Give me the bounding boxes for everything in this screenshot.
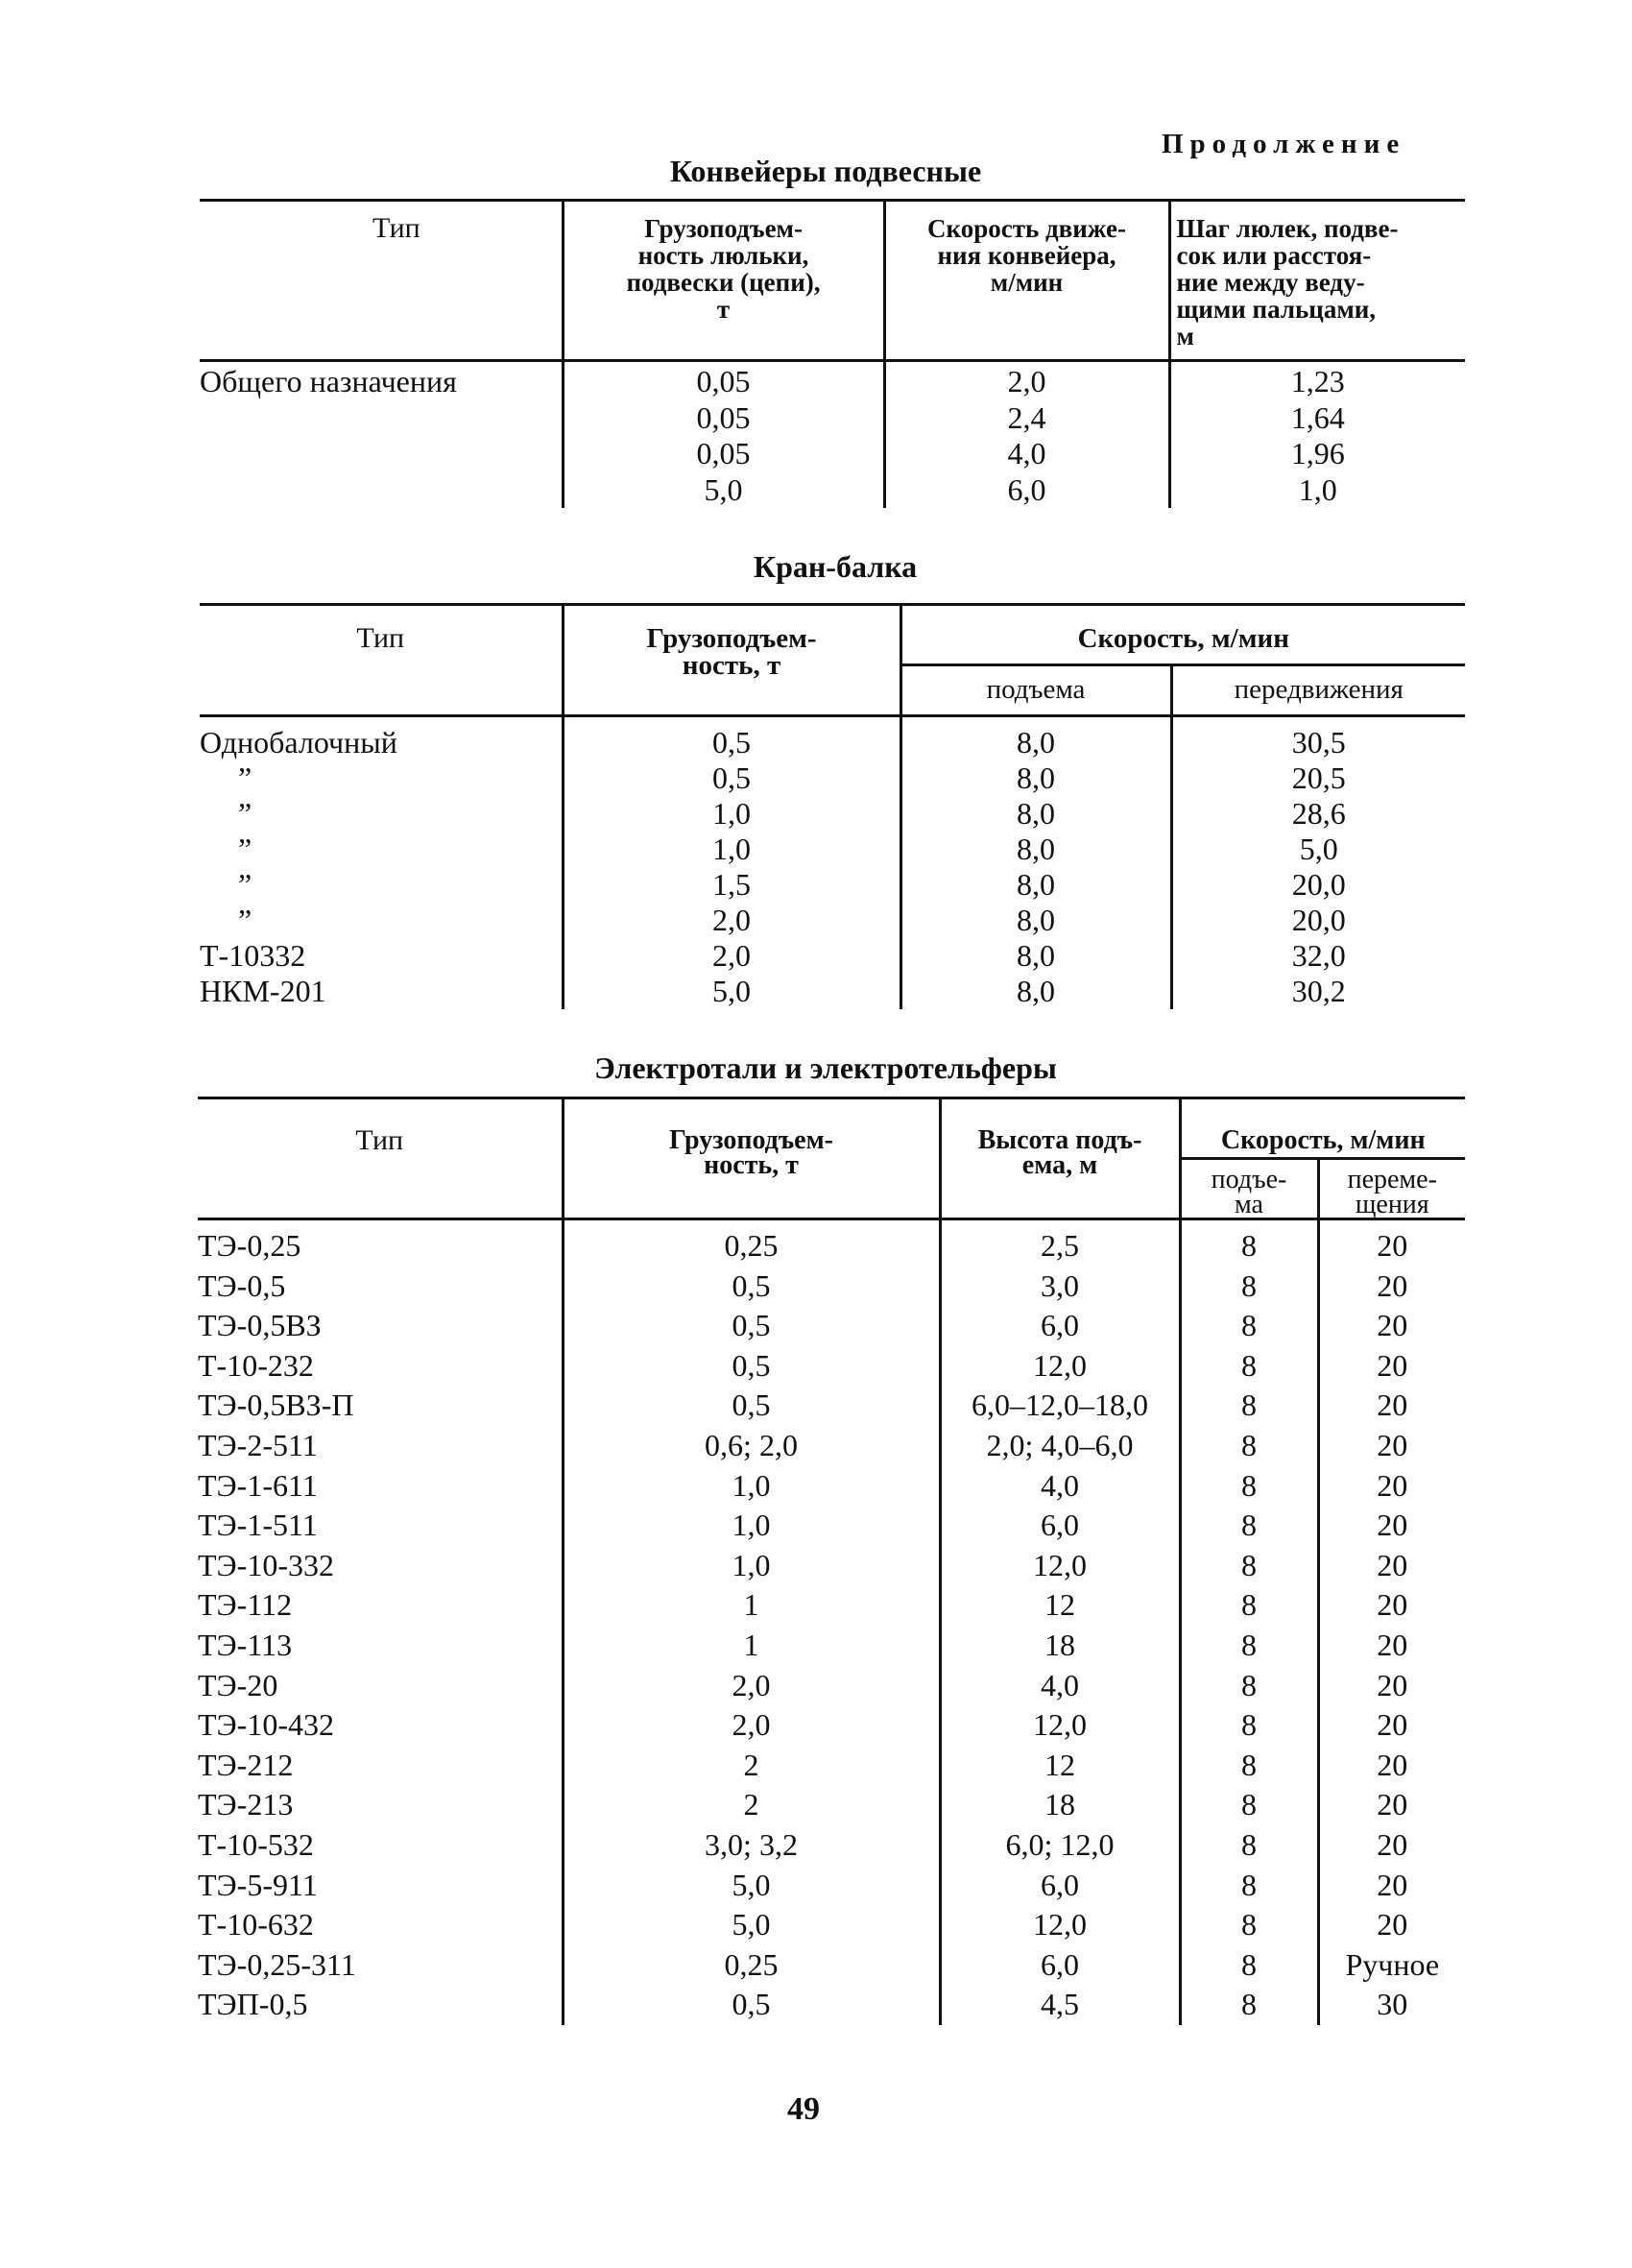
column-type: ТЭ-0,25 ТЭ-0,5 ТЭ-0,5ВЗ Т-10-232 ТЭ-0,5ВЗ-П ТЭ-2-511 ТЭ-1-611 ТЭ-1-511 ТЭ-10-332 ТЭ-112 ТЭ-113 ТЭ-20 ТЭ-10-432 ТЭ-212 ТЭ-213 Т-10-532 ТЭ-5-911 Т-10-632 ТЭ-0,25-311 ТЭП-0,5 (198, 1228, 356, 2022)
table-row (200, 361, 1465, 509)
table-body (198, 1219, 1465, 2025)
table1-title: Конвейеры подвесные (669, 154, 982, 188)
cell-capacity: 0,05 0,05 0,05 5,0 (563, 361, 884, 509)
table3-title: Электротали и электротельферы (594, 1050, 1057, 1085)
column-height: 2,5 3,0 6,0 12,0 6,0–12,0–18,0 2,0; 4,0–6,0 4,0 6,0 12,0 12 18 4,0 12,0 12 18 6,0; 12,0 6,0 12,0 6,0 4,5 (940, 1219, 1180, 2025)
header-travel: переме- щения (1318, 1159, 1465, 1219)
table2-title: Кран-балка (753, 549, 918, 584)
header-height: Высота подъ- ема, м (940, 1098, 1180, 1219)
header-type: Тип (198, 1098, 563, 1219)
header-speed: Скорость, м/мин (900, 605, 1465, 665)
column-type: Однобалочный ” ” ” ” ” Т-10332 НКМ-201 (200, 725, 397, 1008)
header-speed: Скорость, м/мин (1180, 1098, 1465, 1159)
column-lift: 8 8 8 8 8 8 8 8 8 8 8 8 8 8 8 8 8 8 8 8 (1180, 1219, 1318, 2025)
crane-beam-table (200, 603, 1465, 1009)
header-lift: подъема (900, 665, 1171, 716)
header-type: Тип (200, 201, 563, 361)
column-lift: 8,0 8,0 8,0 8,0 8,0 8,0 8,0 8,0 (900, 716, 1171, 1010)
header-capacity: Грузоподъем- ность, т (563, 1098, 940, 1219)
page-number: 49 (787, 2091, 820, 2127)
header-lift: подъе- ма (1180, 1159, 1318, 1219)
table-body (200, 716, 1465, 1010)
header-speed: Скорость движе- ния конвейера, м/мин (884, 201, 1169, 361)
column-travel: 20 20 20 20 20 20 20 20 20 20 20 20 20 20 20 20 20 20 Ручное 30 (1318, 1219, 1465, 2025)
conveyor-table (200, 199, 1465, 508)
cell-type: Общего назначения (200, 364, 457, 398)
header-type: Тип (200, 605, 563, 716)
cell-speed: 2,0 2,4 4,0 6,0 (884, 361, 1169, 509)
cell-pitch: 1,23 1,64 1,96 1,0 (1169, 361, 1465, 509)
continuation-label: Продолжение (1162, 129, 1406, 159)
hoist-table (198, 1097, 1465, 2025)
header-pitch: Шаг люлек, подве- сок или расстоя- ние между веду- щими пальцами, м (1169, 201, 1465, 361)
column-capacity: 0,5 0,5 1,0 1,0 1,5 2,0 2,0 5,0 (563, 716, 900, 1010)
column-travel: 30,5 20,5 28,6 5,0 20,0 20,0 32,0 30,2 (1171, 716, 1465, 1010)
header-capacity: Грузоподъем- ность люльки, подвески (цепи), т (563, 201, 884, 361)
header-travel: передвижения (1171, 665, 1465, 716)
column-capacity: 0,25 0,5 0,5 0,5 0,5 0,6; 2,0 1,0 1,0 1,0 1 1 2,0 2,0 2 2 3,0; 3,2 5,0 5,0 0,25 0,5 (563, 1219, 940, 2025)
header-capacity: Грузоподъем- ность, т (563, 605, 900, 716)
